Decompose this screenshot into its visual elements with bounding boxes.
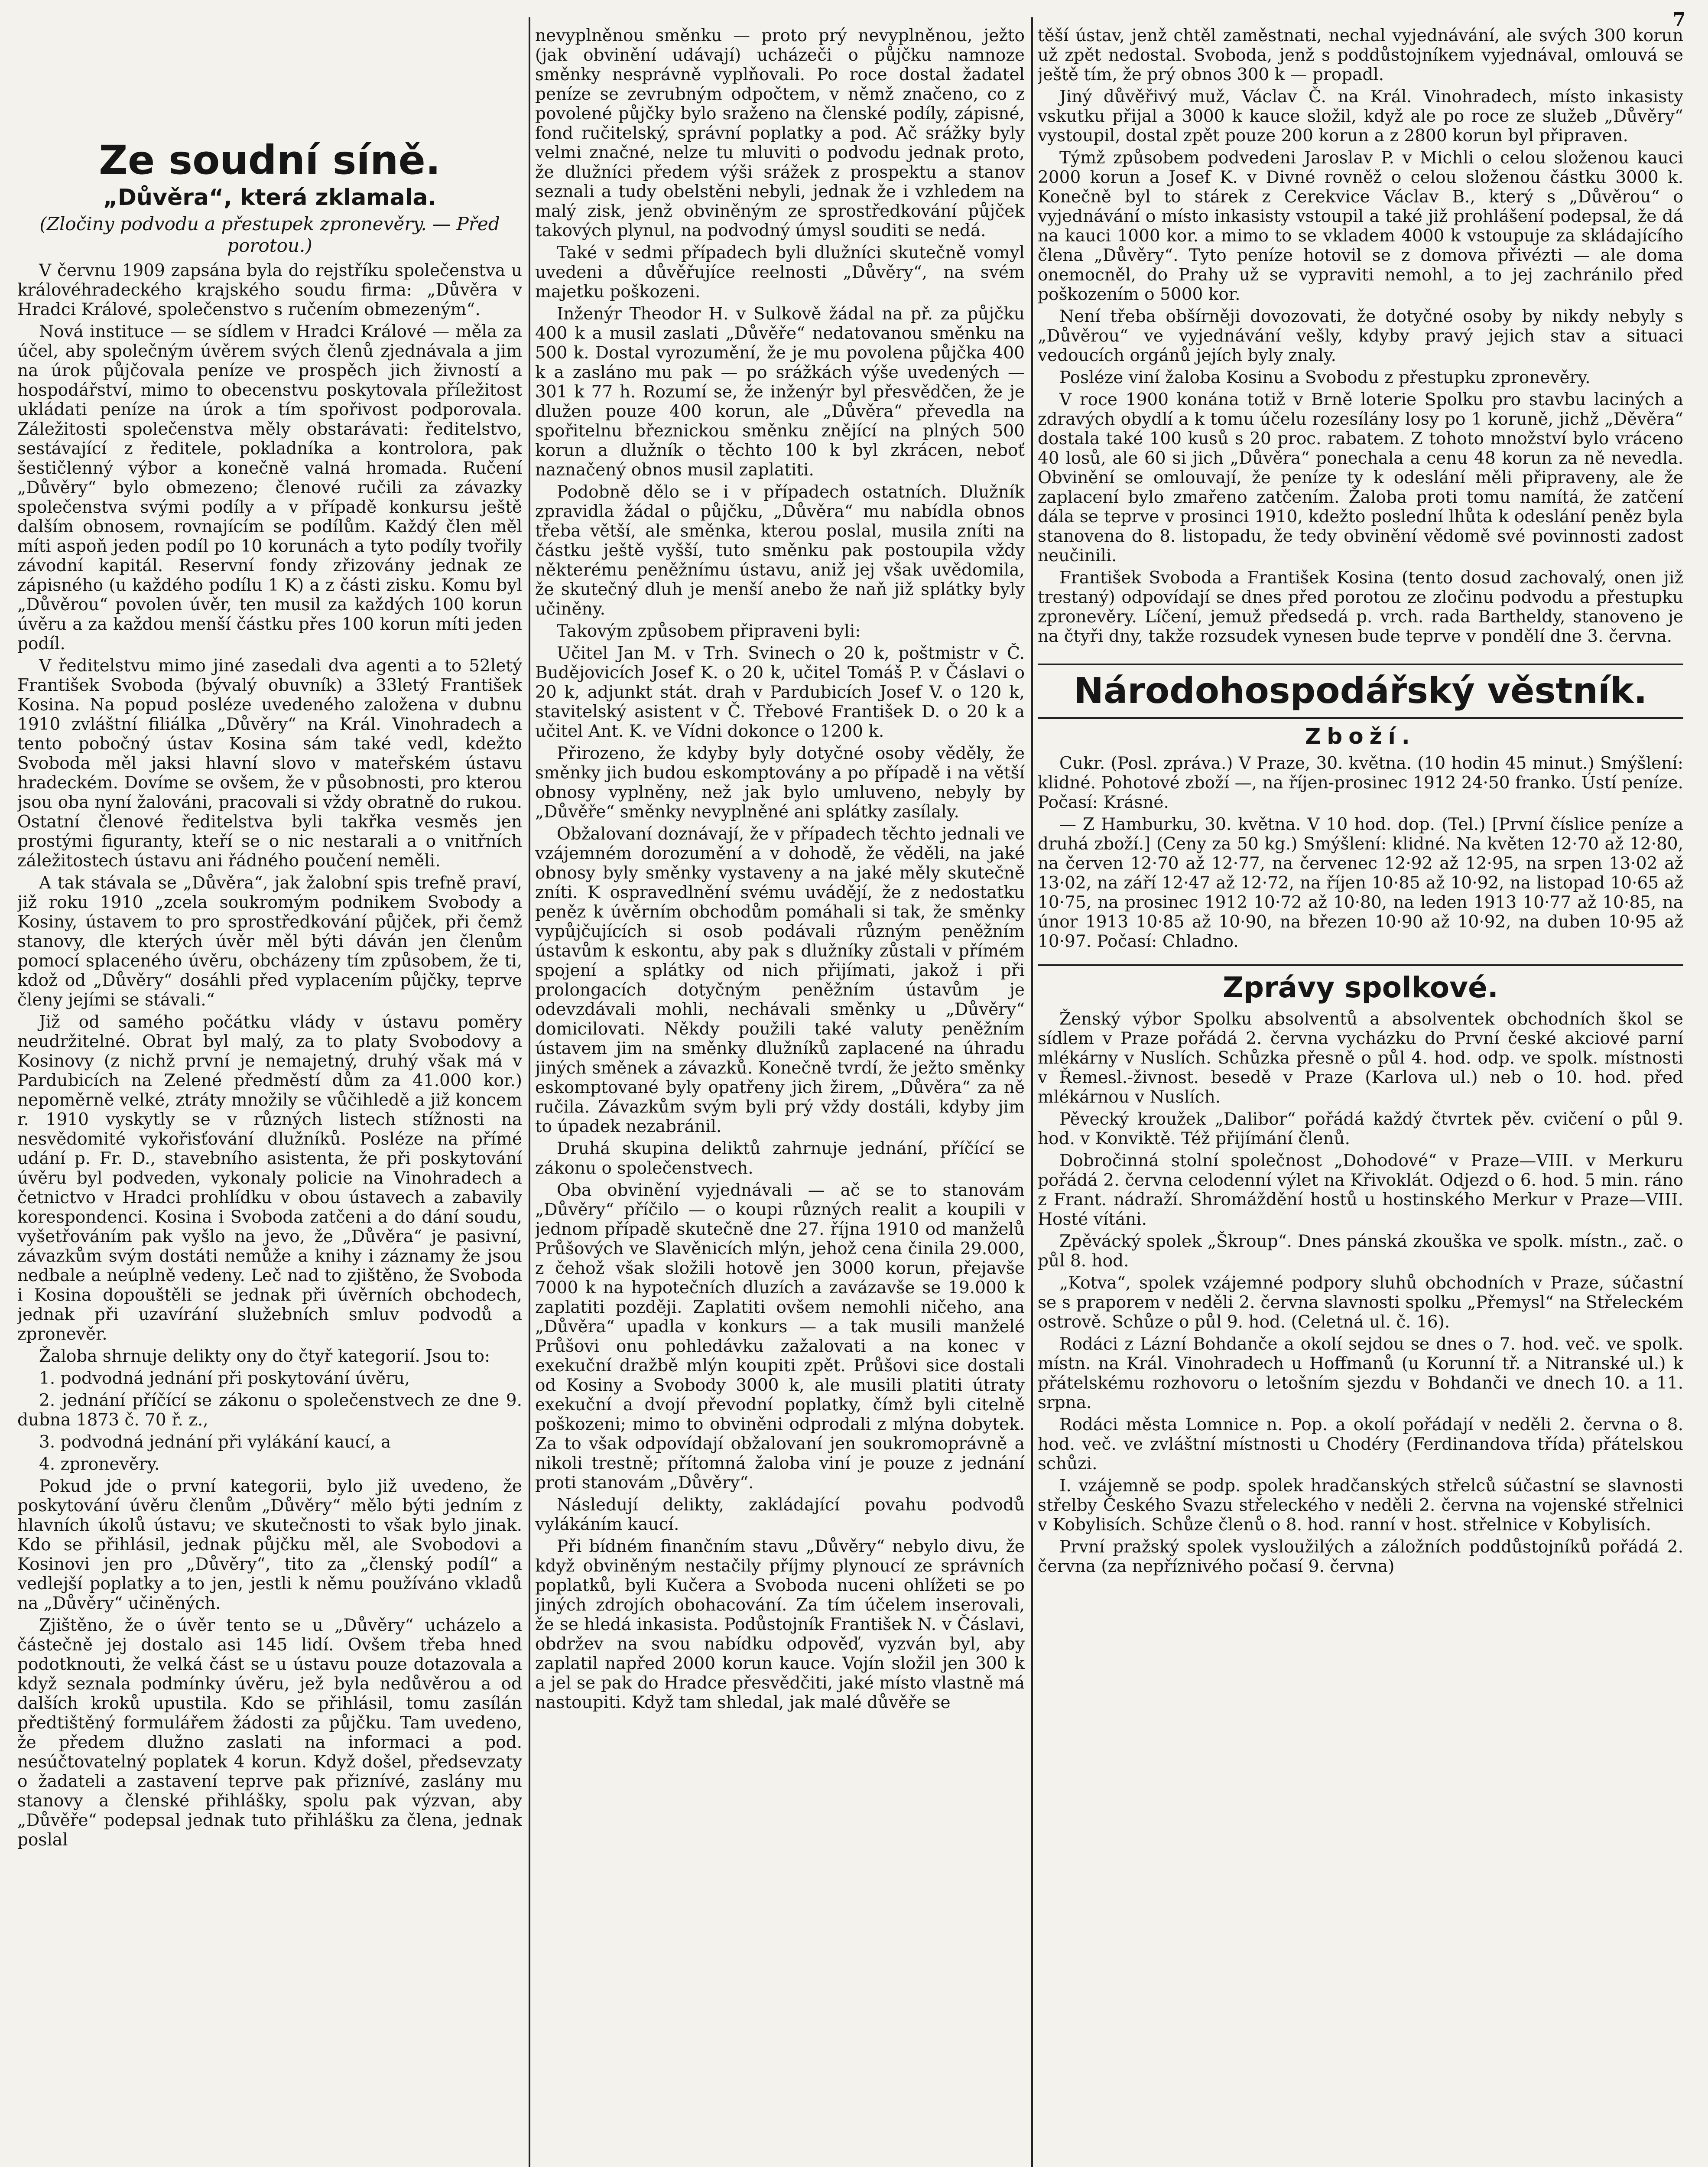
club-notice: „Kotva“, spolek vzájemné podpory sluhů obchodních v Praze, súčastní se s praporem v neděli 2. června slavnosti spolku „Přemysl“ na Střeleckém ostrově. Schůze o půl 9. hod. (Celetná ul. č. 16). (1038, 1273, 1683, 1332)
paragraph: Posléze viní žaloba Kosinu a Svobodu z přestupku zpronevěry. (1059, 368, 1591, 387)
paragraph: Přirozeno, že kdyby byly dotyčné osoby věděly, že směnky jich budou eskomptovány a po případě i na větší obnosy vyplněny, než jak bylo umluveno, nebyly by „Důvěře“ směnky nevyplněné ani splátky zasílaly. (535, 744, 1025, 822)
column-rule (1031, 17, 1033, 2167)
club-notice: Zpěvácký spolek „Škroup“. Dnes pánská zkouška ve spolk. místn., zač. o půl 8. hod. (1038, 1232, 1683, 1271)
column-soudni-sin (17, 26, 522, 2167)
paragraph: Týmž způsobem podvedeni Jaroslav P. v Michli o celou složenou kauci 2000 korun a Josef K. v Divné rovněž o celou složenou částku 3000 k. Konečně byl to stárek z Cerekvice Václav B., který s „Důvěrou“ o vyjednávání o místo inkasisty vstoupil a také již prohlášení podepsal, že dá na kauci 1000 kor. a mimo to se vkladem 4000 k vstoupuje za skládajícího člena „Důvěry“. Tyto peníze hotovil se z domova přivézti — ale doma onemocněl, do Prahy už se vypraviti nemohl, a to jej zachránilo před poškozením o 5000 kor. (1038, 148, 1683, 304)
section-banner: Národohospodářský věstník. (1038, 664, 1683, 719)
section-title: Ze soudní síně. (99, 137, 441, 183)
list-item: 1. podvodná jednání při poskytování úvěru, (39, 1369, 410, 1388)
article-headline: „Důvěra“, která zklamala. (103, 185, 437, 211)
paragraph: V červnu 1909 zapsána byla do rejstříku společenstva u královéhradeckého krajského soudu firma: „Důvěra v Hradci Králové, společenstvo s ručením obmezeným“. (17, 261, 522, 319)
section-banner: Zprávy spolkové. (1038, 964, 1683, 1005)
paragraph: František Svoboda a František Kosina (tento dosud zachovalý, onen již trestaný) odpovídají se dnes před porotou ze zločinu podvodu a přestupku zpronevěry. Líčení, jemuž předsedá p. vrch. rada Bartheldy, stanoveno je na čtyři dny, takže rozsudek vynesen bude teprve v pondělí dne 3. června. (1038, 568, 1683, 646)
paragraph: Také v sedmi případech byli dlužníci skutečně vomyl uvedeni a důvěřujíce reelnosti „Důvěry“, na svém majetku poškozeni. (535, 243, 1025, 302)
paragraph: Při bídném finančním stavu „Důvěry“ nebylo divu, že když obviněným nestačily příjmy plynoucí ze správních poplatků, byli Kučera a Svoboda nuceni ohlížeti se po jiných zdrojích obohacování. Za tím účelem inserovali, že se hledá inkasista. Podůstojník František N. v Čáslavi, obdržev na svou nabídku odpověď, vyzván byl, aby zaplatil napřed 2000 korun kauce. Vojín složil jen 300 k a jel se pak do Hradce přesvědčiti, jaké místo vlastně má nastoupiti. Když tam shledal, jak malé důvěře se (535, 1537, 1025, 1712)
paragraph: Zjištěno, že o úvěr tento se u „Důvěry“ ucházelo a částečně jej dostalo asi 145 lidí. Ovšem třeba hned podotknouti, že velká část se u ústavu pouze dotazovala a když seznala podmínky úvěru, jež byla nedůvěrou a od dalších kroků upustila. Kdo se přihlásil, tomu zasílán předtištěný formulářem žádosti za půjčku. Tam uvedeno, že předem dlužno zaslati na informaci a pod. nesúčtovatelný poplatek 4 korun. Když došel, předsevzaty o žadateli a zastavení teprve pak přiznívé, zaslány mu stanovy a členské přihlášky, spolu pak výzvan, aby „Důvěře“ podepsal jednak tuto přihlášku za člena, jednak poslal (17, 1616, 522, 1850)
paragraph: Následují delikty, zakládající povahu podvodů vylákáním kaucí. (535, 1495, 1025, 1534)
paragraph: Druhá skupina deliktů zahrnuje jednání, příčící se zákonu o společenstvech. (535, 1139, 1025, 1178)
page-number: 7 (1672, 9, 1686, 31)
paragraph: Není třeba obšírněji dovozovati, že dotyčné osoby by nikdy nebyly s „Důvěrou“ ve vyjednávání vešly, kdyby pravý jejich stav a situaci vedoucích orgánů jejích byly znaly. (1038, 307, 1683, 365)
paragraph: Nová instituce — se sídlem v Hradci Králové — měla za účel, aby společným úvěrem svých členů zjednávala a jim na úrok půjčovala peníze ve prospěch jich živností a hospodářství, mimo to obecenstvu poskytovala příležitost ukládati peníze na úrok a tím spořivost podporovala. Záležitosti společenstva měly obstarávati: ředitelstvo, sestávající z ředitele, pokladníka a kontrolora, pak šestičlenný výbor a konečně valná hromada. Ručení „Důvěry“ bylo obmezeno; členové ručili za závazky společenstva svými podíly a v případě konkursu ještě dalším obnosem, rovnajícím se podílům. Každý člen měl míti aspoň jeden podíl po 10 korunách a tyto podíly tvořily závodní kapitál. Reservní fondy zřizovány jednak ze zápisného (u každého podílu 1 K) a z části zisku. Komu byl „Důvěrou“ povolen úvěr, ten musil za každých 100 korun úvěru a za každou menší částku přes 100 korun míti jeden podíl. (17, 322, 522, 654)
paragraph: V ředitelstvu mimo jiné zasedali dva agenti a to 52letý František Svoboda (bývalý obuvník) a 33letý František Kosina. Na popud posléze uvedeného založena v dubnu 1910 zvláštní filiálka „Důvěry“ na Král. Vinohradech a tento pobočný ústav Kosina sám také vedl, kdežto Svoboda měl jaksi hlavní slovo v mateřském ústavu hradeckém. Dovímе se ovšem, že v působnosti, pro kterou jsou oba nyní žalováni, pracovali si vždy obratně do rukou. Ostatní členové ředitelstva byli takřka vesměs jen prostými figuranty, kteří se o nic nestarali a o vnitřních záležitostech ústavu ani řádného poučení neměli. (17, 656, 522, 871)
paragraph: Již od samého počátku vlády v ústavu poměry neudržitelné. Obrat byl malý, za to platy Svobodovy a Kosinovy (z nichž první je nemajetný, druhý však má v Pardubicích na Zelené předměstí dům za 41.000 kor.) nepoměrně velké, ztráty množily se vůčihledě a již koncem r. 1910 vyskytly se v různých listech stížnosti na nesvědomité vykořisťování dlužníků. Posléze na přímé udání p. Fr. D., stavebního asistenta, že při poskytování úvěru byl podveden, vykonaly policie na Vinohradech a četnictvo v Hradci prohlídku v obou ústavech a zabavily korespondenci. Kosina i Svoboda zatčeni a do dání soudu, vyšetřováním pak vyšlo na jevo, že „Důvěra“ je pasivní, závazkům svým dostáti nemůže a knihy i záznamy že jsou nedbale a neúplně vedeny. Leč nad to zjištěno, že Svoboda i Kosina dopouštěli se jednak při úvěrních obchodech, jednak při uzavírání služebních smluv podvodů a zpronevěr. (17, 1012, 522, 1344)
market-report: Cukr. (Posl. zpráva.) V Praze, 30. května. (10 hodin 45 minut.) Smýšlení: klidné. Pohotové zboží —, na říjen-prosinec 1912 24·50 franko. Ústí peníze. Počasí: Krásné. (1038, 754, 1683, 812)
paragraph: Jiný důvěřivý muž, Václav Č. na Král. Vinohradech, místo inkasisty vskutku přijal a 3000 k kauce složil, když ale po roce ze služeb „Důvěry“ vystoupil, dostal zpět pouze 200 korun a z 2800 korun byl připraven. (1038, 87, 1683, 146)
club-notice: I. vzájemně se podp. spolek hradčanských střelců súčastní se slavnosti střelby Českého Svazu střeleckého v neděli 2. června na vojenské střelnici v Kobylisích. Schůze členů o 8. hod. ranní v host. střelnice v Kobylisích. (1038, 1476, 1683, 1535)
column-vestnik (1038, 26, 1683, 2167)
list-item: 2. jednání příčící se zákonu o společenstvech ze dne 9. dubna 1873 č. 70 ř. z., (17, 1391, 522, 1430)
article-subheadline: (Zločiny podvodu a přestupek zpronevěry. — Před porotou.) (39, 213, 500, 256)
paragraph: těší ústav, jenž chtěl zaměstnati, nechal vyjednávání, ale svých 300 korun už zpět nedostal. Svoboda, jenž s poddůstojníkem vyjednával, omlouvá se ještě tím, že prý obnos 300 k — propadl. (1038, 26, 1683, 85)
paragraph: V roce 1900 konána totiž v Brně loterie Spolku pro stavbu laciných a zdravých obydlí a k tomu účelu rozesílány losy po 1 koruně, jichž „Děvěra“ dostala také 100 kusů s 20 proc. rabatem. Z tohoto množství bylo vráceno 40 losů, ale 60 si jich „Důvěra“ ponechala a cenu 48 korun za ně nevedla. Obvinění se omlouvají, že peníze ty k odeslání měli připraveny, ale že zaplacení bylo zmařeno zatčením. Žaloba proti tomu namítá, že zatčení dála se teprve v prosinci 1910, kdežto poslední lhůta k odeslání peněz byla stanovena do 8. listopadu, že tedy obvinění vědomě své povinnosti zadost neučinili. (1038, 390, 1683, 566)
paragraph: Obžalovaní doznávají, že v případech těchto jednali ve vzájemném dorozumění a v dohodě, že věděli, na jaké obnosy byly směnky vystaveny a na jaké měly skutečně zníti. K ospravedlnění svému uvádějí, že z nedostatku peněz k úvěrním obchodům pomáhali si tak, že směnky vypůjčujících si osob podávali různým peněžním ústavům k eskontu, aby pak s dlužníky zůstali v přímém spojení a splátky od nich přijímati, jakož i při prolongacích dotyčným peněžním ústavům je odevzdávali mohli, nechávali směnky u „Důvěry“ domicilovati. Někdy použili také valuty peněžním ústavem jim na směnky dlužníků zaplacené na úhradu jiných směnek a závazků. Konečně tvrdí, že ježto směnky eskomptované byly opatřeny jich žirem, „Důvěra“ za ně ručila. Závazkům svým byli prý vždy dostáli, kdyby jim to úpadek nezabránil. (535, 824, 1025, 1136)
column-continuation (535, 26, 1025, 2167)
club-notice: Pěvecký kroužek „Dalibor“ pořádá každý čtvrtek pěv. cvičení o půl 9. hod. v Konviktě. Též přijímání členů. (1038, 1110, 1683, 1149)
paragraph: Učitel Jan M. v Trh. Svinech o 20 k, poštmistr v Č. Budějovicích Josef K. o 20 k, učitel Tomáš P. v Čáslavi o 20 k, adjunkt stát. drah v Pardubicích Josef V. o 120 k, stavitelský asistent v Č. Třebové František D. o 20 k a učitel Ant. K. ve Vídni dokonce o 1200 k. (535, 644, 1025, 741)
list-item: 3. podvodná jednání při vylákání kaucí, a (39, 1432, 391, 1452)
paragraph: nevyplněnou směnku — proto prý nevyplněnou, ježto (jak obvinění udávají) ucházeči o půjčku namnoze směnky nesprávně vyplňovali. Po roce dostal žadatel peníze se zevrubným odpočtem, v němž značeno, co z povolené půjčky bylo sraženo na členské podíly, zápisné, fond ručitelský, správní poplatky a pod. Ač srážky byly velmi značné, nelze tu mluviti o podvodu jednak proto, že dlužníci předem výši srážek z prospektu a stanov seznali a tudy obelstěni nebyli, jednak že i vzhledem na malý zisk, jenž obviněným ze sprostředkování půjček takových plynul, na podvodný úmysl souditi se nedá. (535, 26, 1025, 241)
club-notice: Dobročinná stolní společnost „Dohodové“ v Praze—VIII. v Merkuru pořádá 2. června celodenní výlet na Křivoklát. Odjezd o 6. hod. 5 min. ráno z Frant. nádraží. Shromáždění hostů u hostinského Merkur v Praze—VIII. Hosté vítáni. (1038, 1151, 1683, 1229)
paragraph: Pokud jde o první kategorii, bylo již uvedeno, že poskytování úvěru členům „Důvěry“ mělo býti jedním z hlavních úkolů ústavu; ve skutečnosti to však bylo jinak. Kdo se přihlásil, jednak půjčku měl, ale Svobodovi a Kosinovi jen pro „Důvěry“, tito za „členský podíl“ a vedlejší poplatky a to jen, jestli k němu používáno vkladů na „Důvěry“ učiněných. (17, 1477, 522, 1613)
paragraph: Podobně dělo se i v případech ostatních. Dlužník zpravidla žádal o půjčku, „Důvěra“ mu nabídla obnos třeba větší, ale směnka, kterou poslal, musila zníti na částku ještě vyšší, tuto směnku pak postoupila vždy některému peněžnímu ústavu, aniž jej však uvědomila, že skutečný dluh je menší anebo že naň již splátky byly učiněny. (535, 482, 1025, 619)
paragraph: Oba obvinění vyjednávali — ač se to stanovám „Důvěry“ příčilo — o koupi různých realit a koupili v jednom případě skutečně dne 27. října 1910 od manželů Průšových ve Slavěnicích mlýn, jehož cena činila 29.000, z čehož však složili hotově jen 3000 korun, přejavše 7000 k na hypotečních dluzích a zavázavše se 19.000 k zaplatiti později. Zaplatiti ovšem nemohli ničeho, ana „Důvěra“ upadla v konkurs — a tak musili manželé Průšovi onu pohledávku zažalovati a na konec v exekuční dražbě mlýn koupiti zpět. Průšovi sice dostali od Kosiny a Svobody 3000 k, ale musili platiti útraty exekuční a dvojí převodní poplatky, čímž byli citelně poškozeni; mimo to obviněni odprodali z mlýna dobytek. Za to však odpovídají obžalovaní jen soukromoprávně a nikoli trestně; přítomná žaloba viní je pouze z jednání proti stanovám „Důvěry“. (535, 1181, 1025, 1493)
club-notice: První pražský spolek vysloužilých a záložních poddůstojníků pořádá 2. června (za nepříznivého počasí 9. června) (1038, 1537, 1683, 1576)
paragraph: Inženýr Theodor H. v Sulkově žádal na př. za půjčku 400 k a musil zaslati „Důvěře“ nedatovanou směnku na 500 k. Dostal vyrozumění, že je mu povolena půjčka 400 k a zasláno mu pak — po srážkách výše uvedených — 301 k 77 h. Rozumí se, že inženýr byl přesvědčen, že je dlužen pouze 400 korun, ale „Důvěra“ převedla na spořitelnu březnickou směnku znějící na plných 500 korun a dlužník o těchto 100 k byl zkrácen, neboť naznačený obnos musil zaplatiti. (535, 304, 1025, 480)
paragraph: Takovým způsobem připraveni byli: (557, 621, 861, 641)
club-notice: Rodáci z Lázní Bohdanče a okolí sejdou se dnes o 7. hod. več. ve spolk. místn. na Král. Vinohradech u Hoffmanů (u Korunní tř. a Nitranské ul.) k přátelskému rozhovoru o letošním sjezdu v Bohdanči ve dnech 10. a 11. srpna. (1038, 1334, 1683, 1412)
column-rule (529, 17, 530, 2167)
market-report: — Z Hamburku, 30. května. V 10 hod. dop. (Tel.) [První číslice peníze a druhá zboží.] (Ceny za 50 kg.) Smýšlení: klidné. Na květen 12·70 až 12·80, na červen 12·70 až 12·77, na červenec 12·92 až 12·95, na srpen 13·02 až 13·02, na září 12·47 až 12·72, na říjen 10·85 až 10·92, na listopad 10·65 až 10·75, na prosinec 1912 10·72 až 10·80, na leden 1913 10·77 až 10·85, na únor 1913 10·85 až 10·90, na březen 10·90 až 10·92, na duben 10·95 až 10·97. Počasí: Chladno. (1038, 815, 1683, 951)
paragraph: A tak stávala se „Důvěra“, jak žalobní spis trefně praví, již roku 1910 „zcela soukromým podnikem Svobody a Kosiny, ústavem to pro sprostředkování půjček, při čemž stanovy, dle kterých úvěr měl býti dáván jen členům pomocí splaceného úvěru, obcházeny tím způsobem, že ti, kdož od „Důvěry“ dosáhli před vyplacením půjčky, teprve členy jejími se stávali.“ (17, 873, 522, 1010)
paragraph: Žaloba shrnuje delikty ony do čtyř kategorií. Jsou to: (39, 1347, 490, 1366)
club-notice: Ženský výbor Spolku absolventů a absolventek obchodních škol se sídlem v Praze pořádá 2. června vycházku do První české akciové parní mlékárny v Nuslích. Schůzka přesně o půl 4. hod. odp. ve spolk. místnosti v Řemesl.-živnost. besedě v Praze (Karlova ul.) neb o 10. hod. před mlékárnou v Nuslích. (1038, 1009, 1683, 1107)
club-notice: Rodáci města Lomnice n. Pop. a okolí pořádají v neděli 2. června o 8. hod. več. ve zvláštní místnosti u Chodéry (Ferdinandova třída) přátelskou schůzi. (1038, 1415, 1683, 1474)
subsection-title: Zboží. (1305, 724, 1416, 749)
list-item: 4. zpronevěry. (39, 1454, 160, 1474)
